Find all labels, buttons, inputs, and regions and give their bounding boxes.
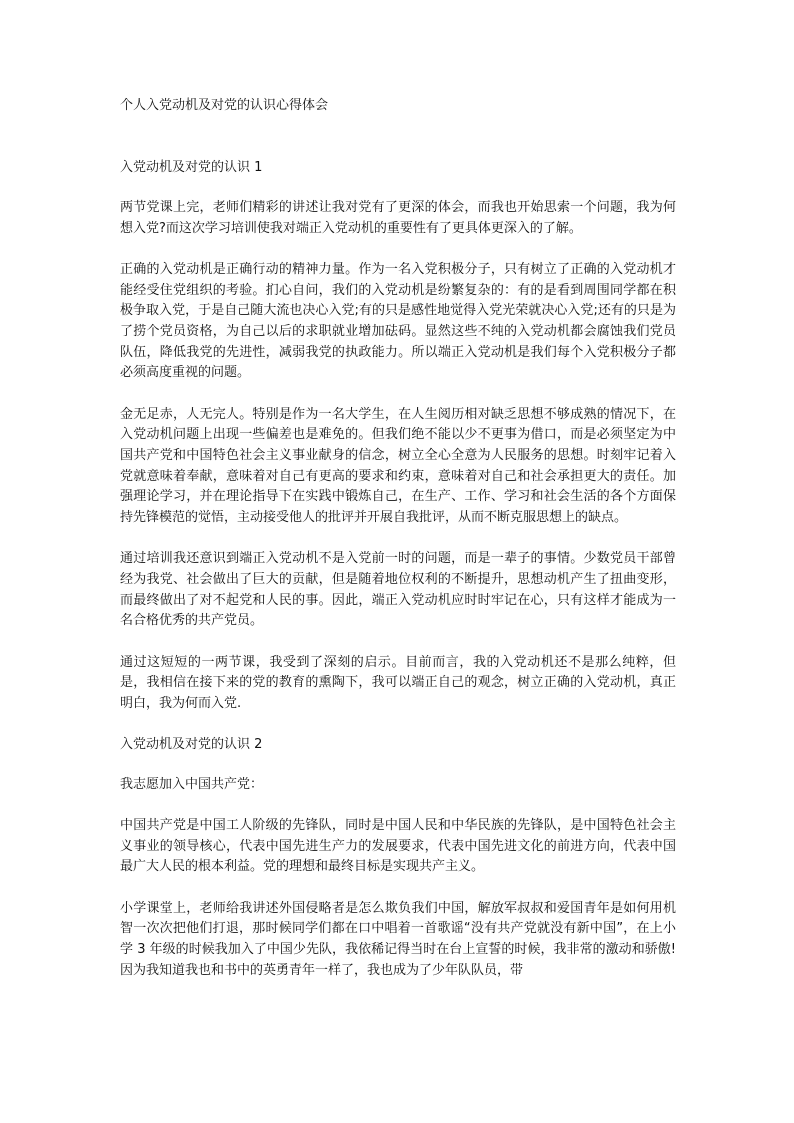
paragraph: 正确的入党动机是正确行动的精神力量。作为一名入党积极分子，只有树立了正确的入党动机才能经受住党组织的考验。扪心自问，我们的入党动机是纷繁复杂的：有的是看到周围同学都在积极争取入党，于是自己随大流也决心入党;有的只是感性地觉得入党光荣就决心入党;还有的只是为了捞个党员资格，为自己以后的求职就业增加砝码。显然这些不纯的入党动机都会腐蚀我们党员队伍，降低我党的先进性，减弱我党的执政能力。所以端正入党动机是我们每个入党积极分子都必须高度重视的问题。 (120, 262, 676, 381)
paragraph: 通过培训我还意识到端正入党动机不是入党前一时的问题，而是一辈子的事情。少数党员干部曾经为我党、社会做出了巨大的贡献，但是随着地位权利的不断提升，思想动机产生了扭曲变形，而最终做出了对不起党和人民的事。因此，端正入党动机应时时牢记在心，只有这样才能成为一名合格优秀的共产党员。 (120, 551, 676, 629)
paragraph: 两节党课上完，老师们精彩的讲述让我对党有了更深的体会，而我也开始思索一个问题，我为何想入党?而这次学习培训使我对端正入党动机的重要性有了更具体更深入的了解。 (120, 200, 676, 236)
paragraph: 小学课堂上，老师给我讲述外国侵略者是怎么欺负我们中国，解放军叔叔和爱国青年是如何用机智一次次把他们打退，那时候同学们都在口中唱着一首歌谣“没有共产党就没有新中国”，在上小学 3 年级的时候我加入了中国少先队，我依稀记得当时在台上宣誓的时候，我非常的激动和骄傲!因为我知道我也和书中的英勇青年一样了，我也成为了少年队队员，带 (120, 900, 676, 978)
document-title: 个人入党动机及对党的认识心得体会 (120, 98, 329, 113)
section-heading: 入党动机及对党的认识 2 (120, 737, 263, 753)
paragraph: 通过这短短的一两节课，我受到了深刻的启示。目前而言，我的入党动机还不是那么纯粹，但是，我相信在接下来的党的教育的熏陶下，我可以端正自己的观念，树立正确的入党动机，真正明白，我为何而入党. (120, 654, 676, 711)
paragraph: 我志愿加入中国共产党： (120, 777, 264, 793)
document-body (120, 96, 676, 1002)
section-heading: 入党动机及对党的认识 1 (120, 160, 263, 175)
paragraph: 中国共产党是中国工人阶级的先锋队，同时是中国人民和中华民族的先锋队，是中国特色社会主义事业的领导核心，代表中国先进生产力的发展要求，代表中国先进文化的前进方向，代表中国最广大人民的根本利益。党的理想和最终目标是实现共产主义。 (120, 818, 676, 875)
paragraph: 金无足赤，人无完人。特别是作为一名大学生，在人生阅历相对缺乏思想不够成熟的情况下，在入党动机问题上出现一些偏差也是难免的。但我们绝不能以少不更事为借口，而是必须坚定为中国共产党和中国特色社会主义事业献身的信念，树立全心全意为人民服务的思想。时刻牢记着入党就意味着奉献，意味着对自己有更高的要求和约束，意味着对自己和社会承担更大的责任。加强理论学习，并在理论指导下在实践中锻炼自己，在生产、工作、学习和社会生活的各个方面保持先锋模范的觉悟，主动接受他人的批评并开展自我批评，从而不断克服思想上的缺点。 (120, 406, 676, 525)
